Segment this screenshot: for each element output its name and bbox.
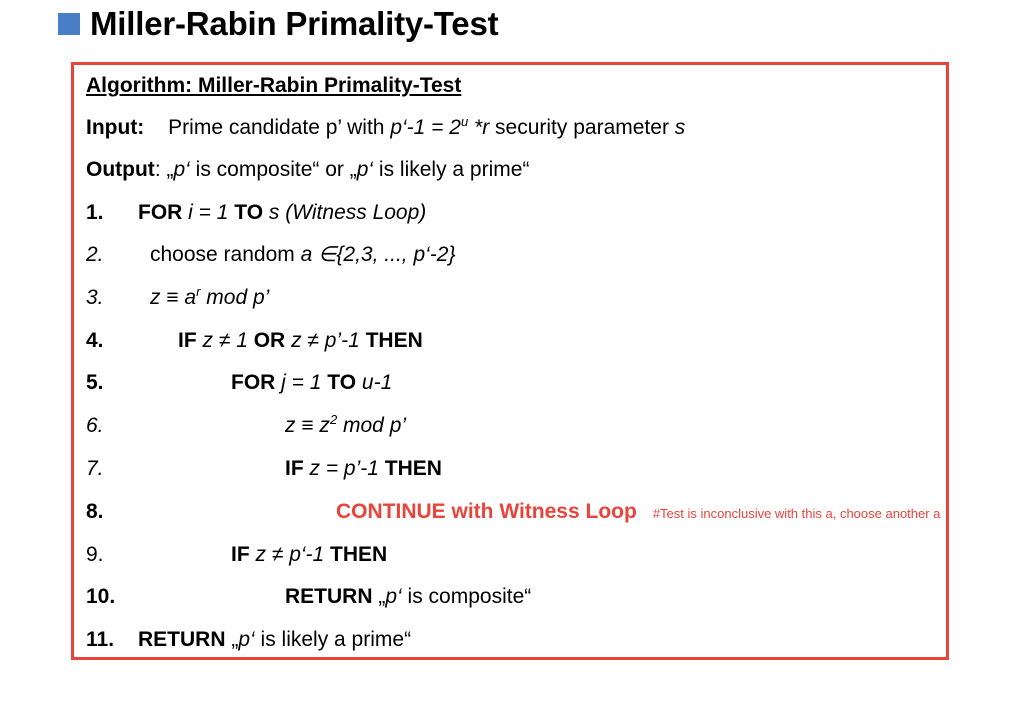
title-bullet-square: [58, 13, 80, 35]
line-number-11: 11.: [86, 628, 115, 651]
l7-then-keyword: THEN: [384, 457, 442, 480]
l4-cond-2: z ≠ p’-1: [291, 329, 366, 352]
line-number-2: 2.: [86, 243, 104, 266]
input-formula-r: *r: [468, 116, 490, 139]
slide-title-row: [58, 4, 498, 44]
code-line-10: [285, 585, 531, 609]
l7-cond: z = p’-1: [309, 457, 385, 480]
code-line-8: [336, 500, 940, 526]
output-line: [86, 158, 529, 182]
l1-loop-var: i = 1: [188, 201, 235, 224]
l9-if-keyword: IF: [231, 543, 256, 566]
l10-text: is composite“: [401, 585, 532, 608]
input-label: Input:: [86, 116, 145, 139]
algorithm-heading: Algorithm: Miller-Rabin Primality-Test: [86, 74, 462, 97]
line-number-6: 6.: [86, 414, 104, 437]
code-line-4: [178, 329, 423, 353]
l5-loop-end: u-1: [361, 371, 393, 394]
line-number-10: 10.: [86, 585, 116, 608]
l3-exponent: r: [196, 284, 201, 299]
l3-expr: z ≡ a: [150, 286, 197, 309]
l6-mod: mod p’: [337, 414, 407, 437]
l5-for-keyword: FOR: [231, 371, 282, 394]
line-number-4: 4.: [86, 329, 104, 352]
l10-return-keyword: RETURN: [285, 585, 379, 608]
input-text: Prime candidate p’ with: [168, 116, 391, 139]
l8-comment: #Test is inconclusive with this a, choose another a: [652, 506, 941, 521]
l1-loop-end: s (Witness Loop): [268, 201, 427, 224]
l9-then-keyword: THEN: [330, 543, 388, 566]
l11-quote-open: „: [231, 628, 239, 651]
l4-then-keyword: THEN: [365, 329, 423, 352]
code-line-2: [150, 243, 455, 267]
l4-if-keyword: IF: [178, 329, 203, 352]
code-line-9: [231, 543, 387, 567]
code-line-5: [231, 371, 392, 395]
code-line-7: [285, 457, 442, 481]
l5-to-keyword: TO: [327, 371, 362, 394]
line-number-9: 9.: [86, 543, 104, 566]
line-number-5: 5.: [86, 371, 104, 394]
l2-set: a ∈{2,3, ..., p‘-2}: [300, 243, 456, 266]
l10-var: p‘: [385, 585, 402, 608]
l7-if-keyword: IF: [285, 457, 310, 480]
line-number-8: 8.: [86, 500, 104, 523]
l1-for-keyword: FOR: [138, 201, 189, 224]
l11-text: is likely a prime“: [254, 628, 412, 651]
l9-cond: z ≠ p‘-1: [255, 543, 331, 566]
l4-cond-1: z ≠ 1: [202, 329, 254, 352]
l11-var: p‘: [238, 628, 255, 651]
line-number-7: 7.: [86, 457, 104, 480]
l5-loop-var: j = 1: [281, 371, 328, 394]
l8-continue: CONTINUE with Witness Loop: [336, 500, 637, 523]
line-number-1: 1.: [86, 201, 104, 224]
output-text-4: p‘: [356, 158, 374, 181]
code-line-11: [138, 628, 411, 652]
l1-to-keyword: TO: [234, 201, 269, 224]
algorithm-box: [71, 62, 949, 660]
slide-title: Miller-Rabin Primality-Test: [90, 5, 499, 42]
l6-exponent: 2: [329, 412, 338, 427]
output-text-2: p‘: [173, 158, 190, 181]
code-line-1: [138, 201, 426, 225]
output-text-5: is likely a prime“: [373, 158, 530, 181]
input-formula: p‘-1 = 2: [390, 116, 461, 139]
output-text-1: : „: [154, 158, 174, 181]
l3-mod: mod p’: [200, 286, 270, 309]
input-line: [86, 116, 685, 140]
output-text-3: is composite“ or „: [189, 158, 357, 181]
line-number-3: 3.: [86, 286, 104, 309]
l2-text: choose random: [150, 243, 301, 266]
input-security-text: security parameter: [489, 116, 675, 139]
l10-quote-open: „: [378, 585, 386, 608]
code-line-3: [150, 286, 269, 310]
l6-expr: z ≡ z: [285, 414, 330, 437]
input-security-s: s: [674, 116, 686, 139]
l4-or-keyword: OR: [253, 329, 292, 352]
code-line-6: [285, 414, 406, 438]
l11-return-keyword: RETURN: [138, 628, 232, 651]
output-label: Output: [86, 158, 155, 181]
input-formula-exponent: u: [460, 114, 469, 129]
